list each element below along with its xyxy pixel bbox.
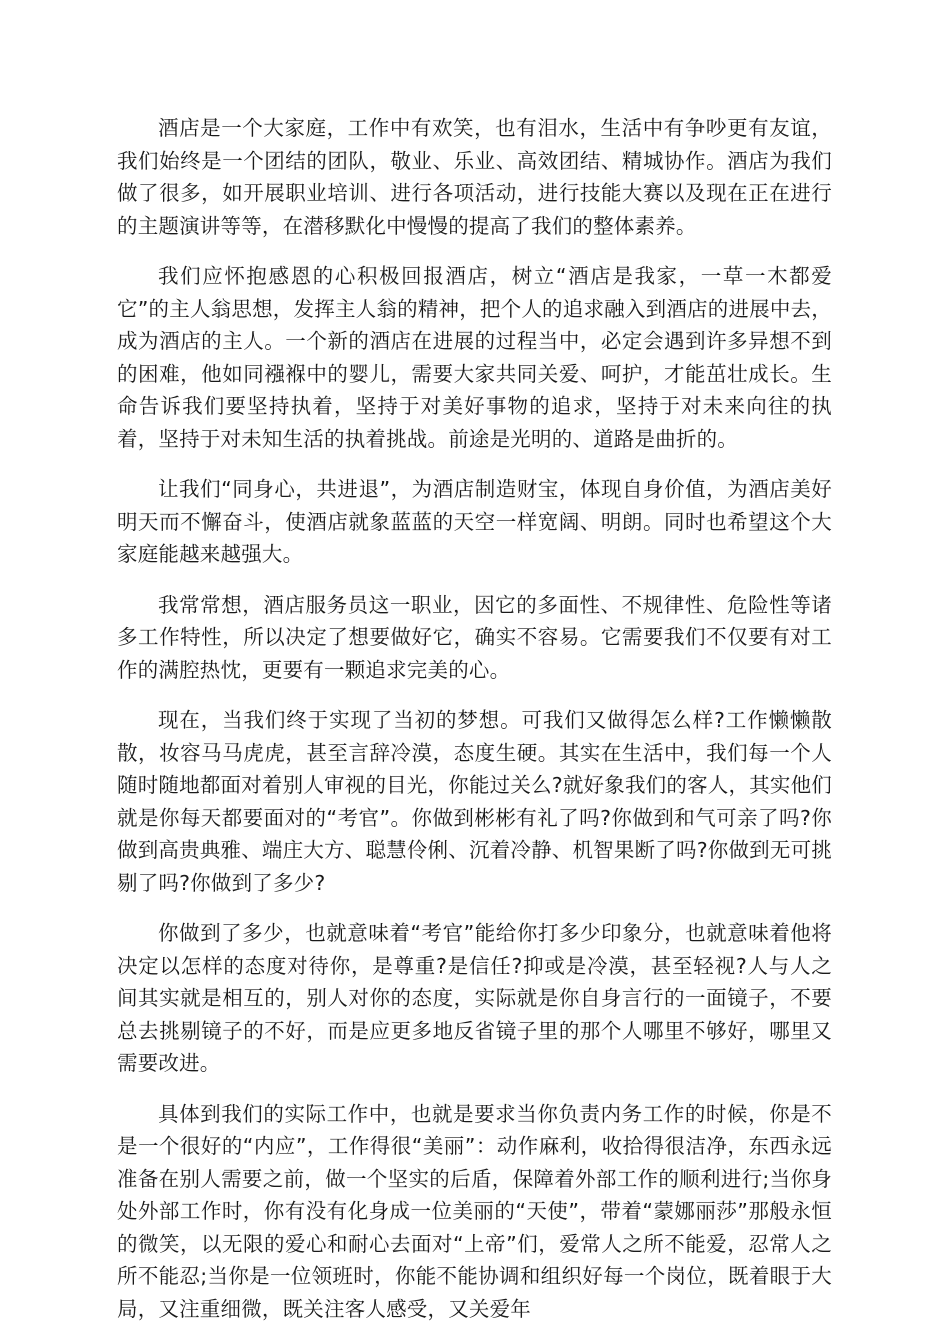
paragraph-2: 我们应怀抱感恩的心积极回报酒店，树立“酒店是我家，一草一木都爱它”的主人翁思想，发挥主人翁的精神，把个人的追求融入到酒店的进展中去，成为酒店的主人。一个新的酒店在进展的过程当中，必定会遇到许多异想不到的困难，他如同襁褓中的婴儿，需要大家共同关爱、呵护，才能茁壮成长。生命告诉我们要坚持执着，坚持于对美好事物的追求，坚持于对未来向往的执着，坚持于对未知生活的执着挑战。前途是光明的、道路是曲折的。 [117, 264, 832, 451]
paragraph-3: 让我们“同身心，共进退”，为酒店制造财宝，体现自身价值，为酒店美好明天而不懈奋斗，使酒店就象蓝蓝的天空一样宽阔、明朗。同时也希望这个大家庭能越来越强大。 [117, 477, 832, 566]
paragraph-4: 我常常想，酒店服务员这一职业，因它的多面性、不规律性、危险性等诸多工作特性，所以决定了想要做好它，确实不容易。它需要我们不仅要有对工作的满腔热忱，更要有一颗追求完美的心。 [117, 592, 832, 682]
paragraph-1: 酒店是一个大家庭，工作中有欢笑，也有泪水，生活中有争吵更有友谊，我们始终是一个团结的团队，敬业、乐业、高效团结、精城协作。酒店为我们做了很多，如开展职业培训、进行各项活动，进行技能大赛以及现在正在进行的主题演讲等等，在潜移默化中慢慢的提高了我们的整体素养。 [117, 116, 832, 238]
paragraph-7: 具体到我们的实际工作中，也就是要求当你负责内务工作的时候，你是不是一个很好的“内应”，工作得很“美丽”：动作麻利，收拾得很洁净，东西永远准备在别人需要之前，做一个坚实的后盾，保障着外部工作的顺利进行;当你身处外部工作时，你有没有化身成一位美丽的“天使”，带着“蒙娜丽莎”那般永恒的微笑，以无限的爱心和耐心去面对“上帝”们，爱常人之所不能爱，忍常人之所不能忍;当你是一位领班时，你能不能协调和组织好每一个岗位，既着眼于大局，又注重细微，既关注客人感受，又关爱年 [117, 1101, 832, 1321]
paragraph-5: 现在，当我们终于实现了当初的梦想。可我们又做得怎么样?工作懒懒散散，妆容马马虎虎，甚至言辞冷漠，态度生硬。其实在生活中，我们每一个人随时随地都面对着别人审视的目光，你能过关么?就好象我们的客人，其实他们就是你每天都要面对的“考官”。你做到彬彬有礼了吗?你做到和气可亲了吗?你做到高贵典雅、端庄大方、聪慧伶俐、沉着冷静、机智果断了吗?你做到无可挑剔了吗?你做到了多少? [117, 708, 832, 895]
paragraph-6: 你做到了多少，也就意味着“考官”能给你打多少印象分，也就意味着他将决定以怎样的态度对待你，是尊重?是信任?抑或是冷漠，甚至轻视?人与人之间其实就是相互的，别人对你的态度，实际就是你自身言行的一面镜子，不要总去挑剔镜子的不好，而是应更多地反省镜子里的那个人哪里不够好，哪里又需要改进。 [117, 921, 832, 1075]
document-body [117, 112, 832, 1343]
